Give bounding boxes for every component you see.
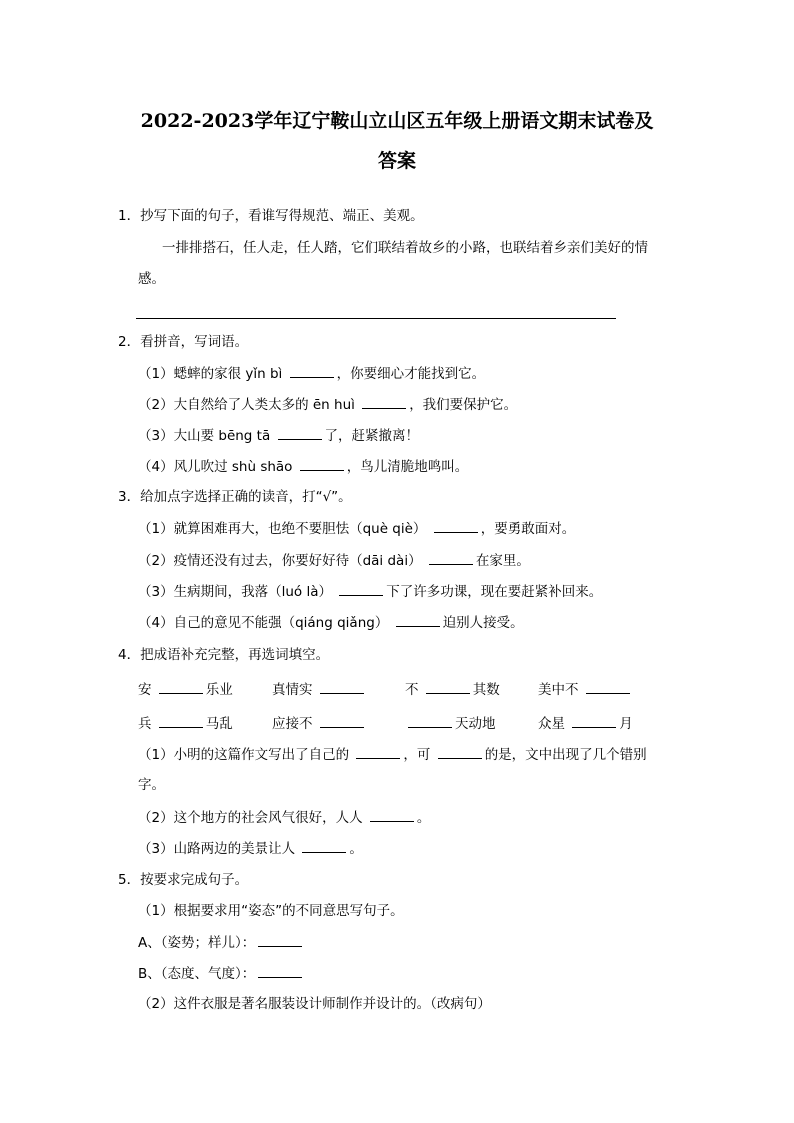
idiom-item (138, 678, 233, 698)
question-line (162, 239, 648, 257)
answer-blank (438, 745, 482, 759)
answer-blank (356, 745, 400, 759)
text-segment: （2）这件衣服是著名服装设计师制作并设计的。（改病句） (138, 996, 491, 1012)
text-segment: 美中不 (538, 682, 583, 698)
text-segment: 月 (619, 716, 633, 732)
text-segment: （2）大自然给了人类太多的 ēn huì (138, 397, 360, 413)
text-segment: 。 (349, 841, 363, 857)
question-line (138, 551, 530, 570)
text-segment: 兵 (138, 716, 156, 732)
answer-blank (429, 551, 473, 565)
text-segment: B、（态度、气度）： (138, 966, 256, 982)
text-segment: 天动地 (455, 716, 496, 732)
text-segment: 了，赶紧撤离！ (324, 428, 420, 444)
text-segment: （3）大山要 bēng tā (138, 428, 275, 444)
text-segment: 安 (138, 682, 156, 698)
answer-blank (362, 395, 406, 409)
question-line (138, 995, 491, 1013)
text-segment: （3）山路两边的美景让人 (138, 841, 300, 857)
question-line (118, 207, 424, 225)
text-segment: （1）就算困难再大，也绝不要胆怯（què qiè） (138, 521, 431, 537)
text-segment: 应接不 (272, 716, 317, 732)
answer-blank (159, 714, 203, 728)
text-segment: （1）根据要求用“姿态”的不同意思写句子。 (138, 903, 404, 919)
text-segment: 在家里。 (475, 553, 530, 569)
text-segment: 2．看拼音，写词语。 (118, 334, 249, 350)
answer-blank (159, 680, 203, 694)
idiom-item (405, 678, 500, 698)
question-line (138, 839, 363, 858)
idiom-item (272, 678, 367, 698)
answer-blank (396, 613, 440, 627)
answer-blank (258, 933, 302, 947)
text-segment: （4）自己的意见不能强（qiáng qiǎng） (138, 615, 393, 631)
text-segment: 迫别人接受。 (442, 615, 524, 631)
question-line (138, 902, 404, 920)
text-segment: （4）风儿吹过 shù shāo (138, 459, 297, 475)
text-segment: 感。 (138, 271, 165, 287)
text-segment: 的是，文中出现了几个错别 (484, 747, 647, 763)
question-line (118, 333, 248, 351)
text-segment: A、（姿势；样儿）： (138, 935, 256, 951)
answer-blank (426, 680, 470, 694)
document-title-line-2: 答案 (377, 150, 416, 172)
question-line (138, 519, 575, 538)
idiom-item (138, 712, 233, 732)
idiom-item (538, 712, 633, 732)
text-segment: ，你要细心才能找到它。 (336, 366, 486, 382)
text-segment: （1）小明的这篇作文写出了自己的 (138, 747, 354, 763)
text-segment: 。 (416, 810, 431, 826)
text-segment: ，要勇敢面对。 (480, 521, 576, 537)
text-segment: 不 (405, 682, 423, 698)
text-segment: （1）蟋蟀的家很 yǐn bì (138, 366, 287, 382)
answer-blank (302, 839, 346, 853)
answer-blank (320, 714, 364, 728)
question-line (138, 395, 517, 414)
question-line (138, 933, 305, 952)
question-line (118, 871, 248, 889)
text-segment: 下了许多功课，现在要赶紧补回来。 (386, 584, 603, 600)
text-segment: 1．抄写下面的句子，看谁写得规范、端正、美观。 (118, 208, 424, 224)
answer-blank (408, 714, 452, 728)
question-line (138, 457, 468, 476)
question-line (118, 488, 352, 506)
answer-blank (300, 457, 344, 471)
text-segment: （2）这个地方的社会风气很好，人人 (138, 810, 367, 826)
text-segment: 字。 (138, 777, 165, 793)
question-line (138, 964, 305, 983)
answer-blank (290, 364, 334, 378)
text-segment: 乐业 (205, 682, 233, 698)
answer-blank (586, 680, 630, 694)
answer-blank (339, 582, 383, 596)
text-segment: 众星 (538, 716, 570, 732)
text-segment: 4．把成语补充完整，再选词填空。 (118, 647, 330, 663)
answer-blank (278, 426, 322, 440)
text-segment: ，鸟儿清脆地鸣叫。 (346, 459, 469, 475)
question-line (138, 776, 165, 794)
text-segment: 马乱 (205, 716, 233, 732)
answer-blank (258, 964, 302, 978)
copy-writing-line (136, 318, 616, 319)
question-line (138, 582, 602, 601)
question-line (138, 364, 485, 383)
answer-blank (572, 714, 616, 728)
text-segment: （2）疫情还没有过去，你要好好待（dāi dài） (138, 553, 426, 569)
document-title-line-1: 2022-2023学年辽宁鞍山立山区五年级上册语文期末试卷及 (140, 110, 654, 132)
idiom-item (538, 678, 633, 698)
text-segment: ，可 (403, 747, 435, 763)
text-segment: （3）生病期间，我落（luó là） (138, 584, 337, 600)
answer-blank (320, 680, 364, 694)
text-segment: 3．给加点字选择正确的读音，打“√”。 (118, 489, 352, 505)
question-line (138, 808, 430, 827)
answer-blank (434, 519, 478, 533)
answer-blank (370, 808, 414, 822)
text-segment: 5．按要求完成句子。 (118, 872, 249, 888)
text-segment: 真情实 (272, 682, 317, 698)
text-segment: ，我们要保护它。 (409, 397, 518, 413)
idiom-item (272, 712, 367, 732)
text-segment: 一排排搭石，任人走，任人踏，它们联结着故乡的小路，也联结着乡亲们美好的情 (162, 240, 648, 256)
question-line (138, 270, 165, 288)
question-line (138, 745, 647, 764)
question-line (138, 426, 419, 445)
question-line (118, 646, 329, 664)
idiom-item (405, 712, 496, 732)
text-segment: 其数 (472, 682, 500, 698)
question-line (138, 613, 524, 632)
